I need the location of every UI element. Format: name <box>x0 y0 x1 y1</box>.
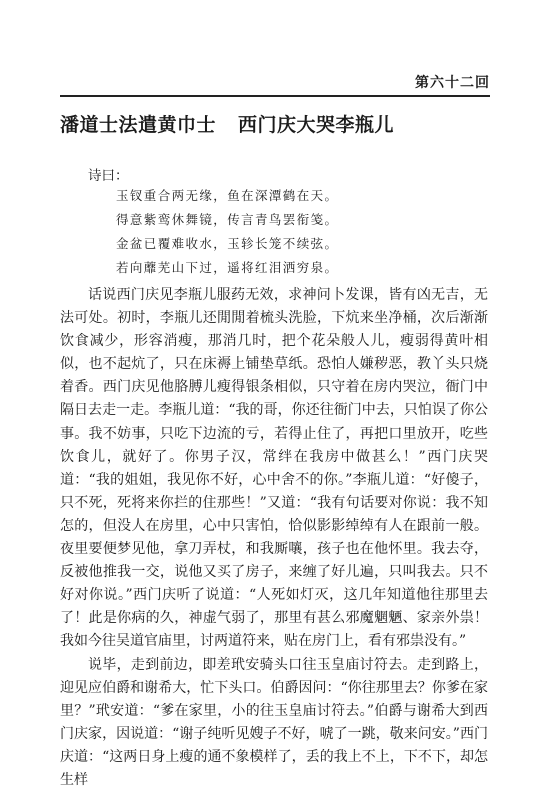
poem-line: 金盆已覆难收水，玉轸长笼不续弦。 <box>116 236 339 251</box>
poem-line: 玉钗重合两无缘，鱼在深潭鹤在天。 <box>116 188 339 203</box>
paragraph: 话说西门庆见李瓶儿服药无效，求神问卜发课，皆有凶无吉，无法可处。初时，李瓶儿还閒閒着梳头洗脸，下炕来坐净桶，次后渐渐饮食减少，形容消瘦，那消几时，把个花朵般人儿，瘦弱得黄叶相似，也不起炕了，只在床褥上铺垫草纸。恐怕人嫌秽恶，教丫头只烧着香。西门庆见他胳膊儿瘦得银条相似，只守着在房内哭泣，衙门中隔日去走一走。李瓶儿道：“我的哥，你还往衙门中去，只怕误了你公事。我不妨事，只吃下边流的亏，若得止住了，再把口里放开，吃些饮食儿，就好了。你男子汉，常绊在我房中做甚么！”西门庆哭道：“我的姐姐，我见你不好，心中舍不的你。”李瓶儿道：“好傻子，只不死，死将来你拦的住那些！”又道：“我有句话要对你说：我不知怎的，但没人在房里，心中只害怕，恰似影影绰绰有人在跟前一般。夜里要便梦见他，拿刀弄杖，和我厮嚷，孩子也在他怀里。我去夺，反被他推我一交，说他又买了房子，来缠了好儿遍，只叫我去。只不好对你说。”西门庆听了说道：“人死如灯灭，这几年知道他往那里去了！此是你病的久，神虚气弱了，那里有甚么邪魔魍魉、家亲外祟！我如今往吴道官庙里，讨两道符来，贴在房门上，看有邪祟没有。” <box>60 287 488 650</box>
header-rule <box>60 95 490 97</box>
poem-line: 得意紫鸾休舞镜，传言青鸟罢衔笺。 <box>116 212 339 227</box>
poem-intro: 诗曰： <box>88 168 129 184</box>
body-text <box>60 284 488 792</box>
poem-line: 若向蘼芜山下过，遥将红泪洒穷泉。 <box>116 260 339 275</box>
poem <box>116 184 338 280</box>
chapter-title <box>60 110 500 137</box>
chapter-number: 第六十二回 <box>415 75 490 91</box>
chapter-title-part1: 潘道士法遣黄巾士 <box>60 114 217 136</box>
paragraph: 说毕，走到前边，即差玳安骑头口往玉皇庙讨符去。走到路上，迎见应伯爵和谢希大，忙下头口。伯爵因问：“你往那里去？你爹在家里？”玳安道：“爹在家里，小的往玉皇庙讨符去。”伯爵与谢希大到西门庆家，因说道：“谢子纯听见嫂子不好，唬了一跳，敬来问安。”西门庆道：“这两日身上瘦的通不象模样了，丢的我上不上，下不下，却怎生样 <box>60 656 488 788</box>
chapter-title-part2: 西门庆大哭李瓶儿 <box>238 114 395 136</box>
